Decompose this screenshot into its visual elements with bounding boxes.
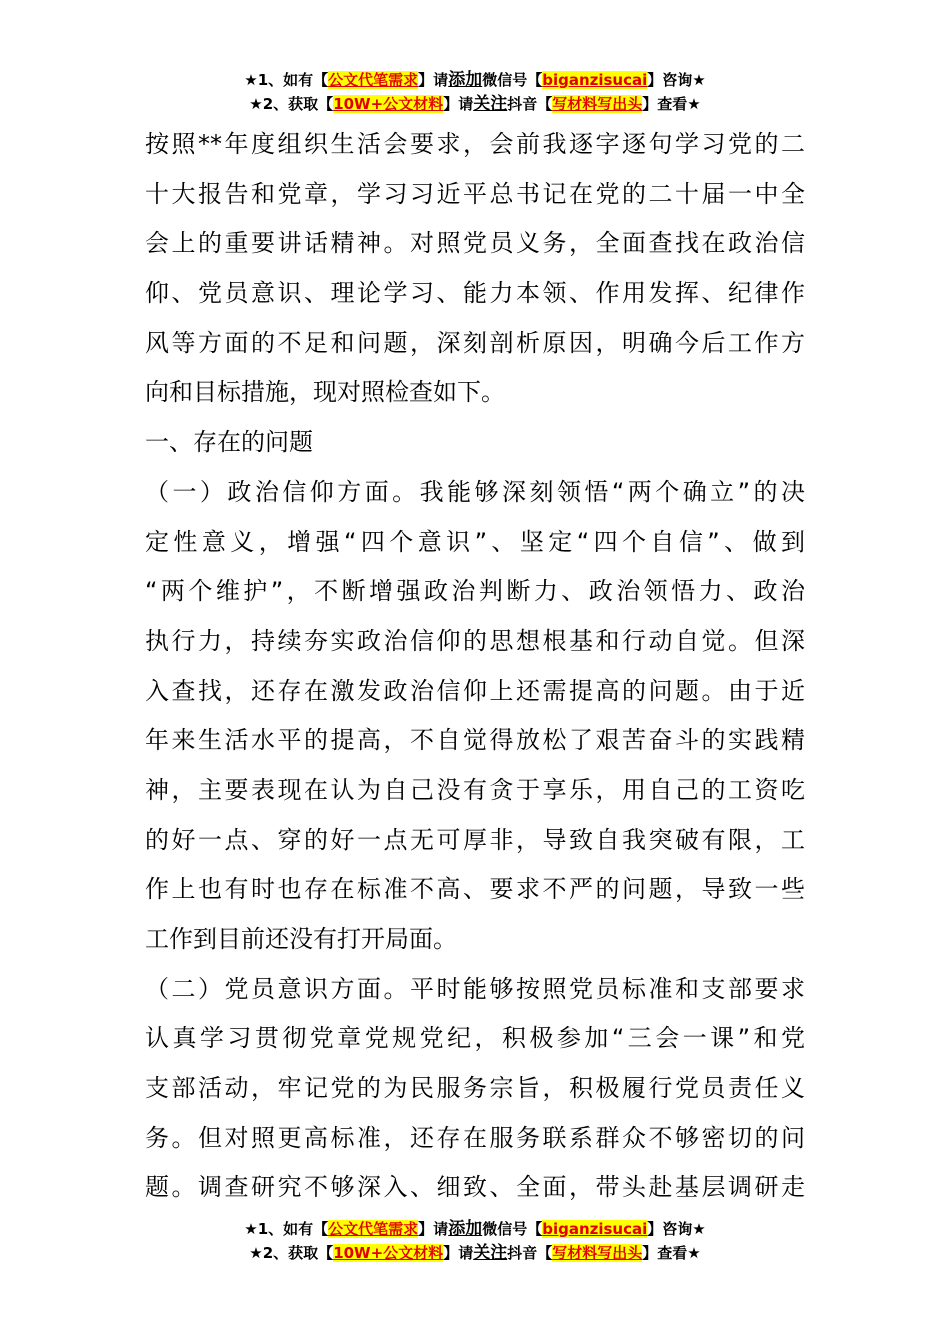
- footer-banner: [0, 1217, 950, 1265]
- banner-line-1: [0, 1217, 950, 1241]
- banner-text: 】咨询★: [647, 71, 706, 89]
- highlight-service: 公文代笔需求: [328, 1220, 419, 1238]
- banner-text: 】请: [443, 1244, 474, 1262]
- banner-text: 】请: [443, 95, 474, 113]
- text-line: 十大报告和党章，学习习近平总书记在党的二十届一中全: [145, 179, 805, 208]
- text-line: 会上的重要讲话精神。对照党员义务，全面查找在政治信: [145, 229, 805, 258]
- highlight-douyin: 写材料写出头: [552, 1244, 643, 1262]
- banner-text: 】咨询★: [647, 1220, 706, 1238]
- text-line: 向和目标措施，现对照检查如下。: [145, 378, 505, 407]
- banner-line-2: [0, 1241, 950, 1265]
- text-line: 认真学习贯彻党章党规党纪，积极参加“三会一课”和党: [145, 1024, 805, 1053]
- banner-text: 】查看★: [642, 95, 701, 113]
- banner-text: 微信号【: [482, 1220, 543, 1238]
- text-line: 作上也有时也存在标准不高、要求不严的问题，导致一些: [145, 875, 805, 904]
- text-line: 执行力，持续夯实政治信仰的思想根基和行动自觉。但深: [145, 626, 805, 655]
- text-line: 支部活动，牢记党的为民服务宗旨，积极履行党员责任义: [145, 1074, 805, 1103]
- text-line: 仰、党员意识、理论学习、能力本领、作用发挥、纪律作: [145, 279, 805, 308]
- text-line: 务。但对照更高标准，还存在服务联系群众不够密切的问: [145, 1123, 805, 1152]
- highlight-materials: 10W+公文材料: [333, 95, 444, 113]
- text-line: 工作到目前还没有打开局面。: [145, 925, 457, 953]
- banner-text: 抖音【: [507, 95, 553, 113]
- banner-text: ★1、如有【: [244, 1220, 329, 1238]
- text-line: 定性意义，增强“四个意识”、坚定“四个自信”、做到: [145, 527, 805, 556]
- text-line: 入查找，还存在激发政治信仰上还需提高的问题。由于近: [145, 676, 805, 705]
- document-body: [145, 120, 805, 1213]
- text-line: （一）政治信仰方面。我能够深刻领悟“两个确立”的决: [145, 477, 805, 506]
- text-line: 风等方面的不足和问题，深刻剖析原因，明确今后工作方: [145, 328, 805, 357]
- text-line: 一、存在的问题: [145, 428, 313, 457]
- banner-emphasis: 添加: [448, 70, 483, 90]
- highlight-douyin: 写材料写出头: [552, 95, 643, 113]
- banner-text: ★2、获取【: [249, 1244, 334, 1262]
- highlight-wechat-id: biganzisucai: [542, 71, 648, 89]
- banner-emphasis: 关注: [473, 1243, 508, 1263]
- banner-text: ★2、获取【: [249, 95, 334, 113]
- banner-line-2: [0, 92, 950, 116]
- highlight-wechat-id: biganzisucai: [542, 1220, 648, 1238]
- text-line: （二）党员意识方面。平时能够按照党员标准和支部要求: [145, 974, 805, 1003]
- banner-emphasis: 关注: [473, 94, 508, 114]
- text-line: “两个维护”，不断增强政治判断力、政治领悟力、政治: [145, 577, 805, 606]
- text-line: 题。调查研究不够深入、细致、全面，带头赴基层调研走: [145, 1173, 805, 1202]
- banner-text: 微信号【: [482, 71, 543, 89]
- banner-text: 】查看★: [642, 1244, 701, 1262]
- highlight-service: 公文代笔需求: [328, 71, 419, 89]
- header-banner: [0, 68, 950, 116]
- text-line: 神，主要表现在认为自己没有贪于享乐，用自己的工资吃: [145, 775, 805, 804]
- banner-text: ★1、如有【: [244, 71, 329, 89]
- text-line: 年来生活水平的提高，不自觉得放松了艰苦奋斗的实践精: [145, 726, 805, 755]
- banner-line-1: [0, 68, 950, 92]
- banner-text: 】请: [418, 1220, 449, 1238]
- banner-text: 】请: [418, 71, 449, 89]
- banner-text: 抖音【: [507, 1244, 553, 1262]
- banner-emphasis: 添加: [448, 1219, 483, 1239]
- highlight-materials: 10W+公文材料: [333, 1244, 444, 1262]
- text-line: 按照**年度组织生活会要求，会前我逐字逐句学习党的二: [145, 130, 805, 158]
- text-line: 的好一点、穿的好一点无可厚非，导致自我突破有限，工: [145, 825, 805, 854]
